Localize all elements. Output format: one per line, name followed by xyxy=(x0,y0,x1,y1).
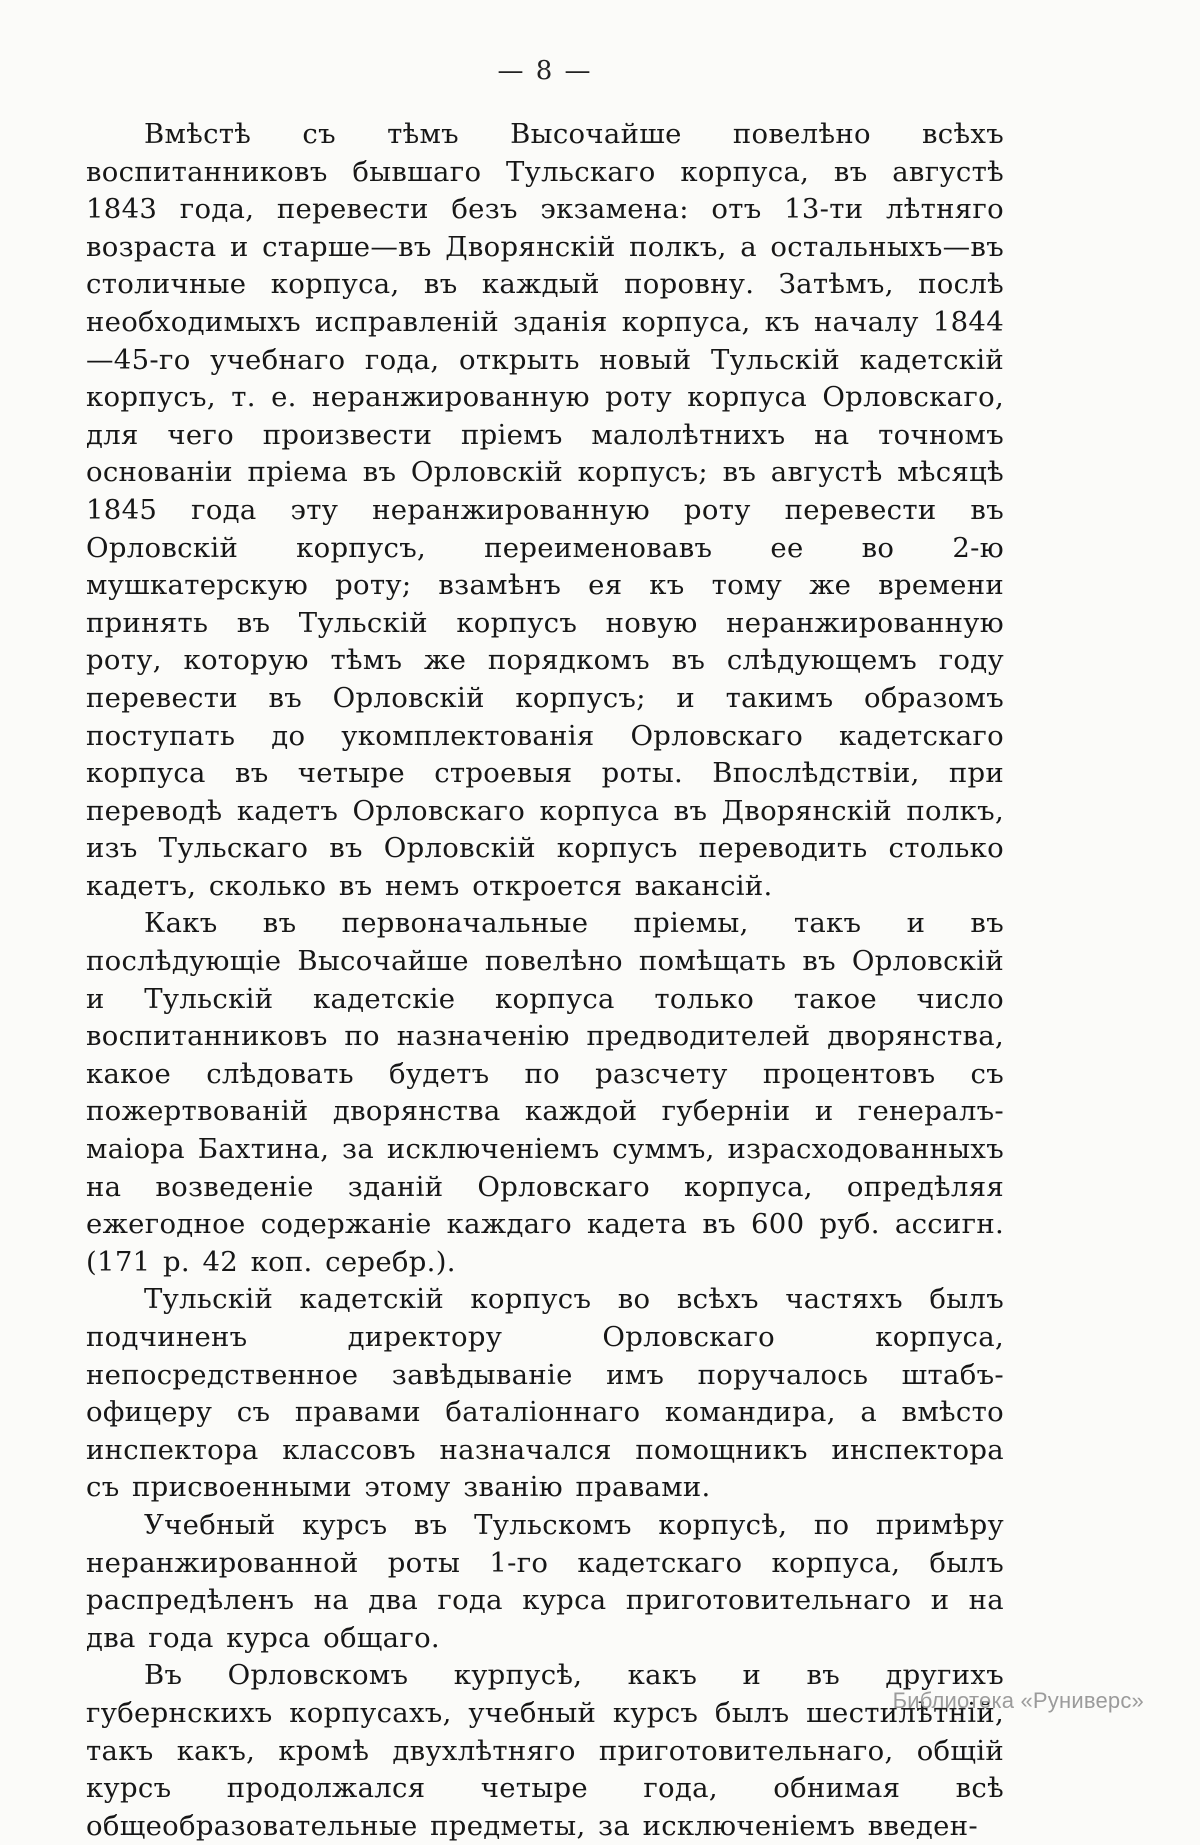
page-number: — 8 — xyxy=(497,56,593,86)
paragraph: Какъ въ первоначальные пріемы, такъ и въ послѣдующіе Высочайше повелѣно помѣщать въ Орловскій и Тульскій кадетскіе корпуса только такое число воспитанниковъ по назначенію предводителей дворянства, какое слѣдовать будетъ по разсчету процентовъ съ пожертвованій дворянства каждой губерніи и генералъ-маіора Бахтина, за исключеніемъ суммъ, израсходованныхъ на возведеніе зданій Орловскаго корпуса, опредѣляя ежегодное содержаніе каждаго кадета въ 600 руб. ассигн. (171 р. 42 коп. серебр.). xyxy=(86,907,1004,1278)
paragraph: Вмѣстѣ съ тѣмъ Высочайше повелѣно всѣхъ воспитанниковъ бывшаго Тульскаго корпуса, въ августѣ 1843 года, перевести безъ экзамена: отъ 13-ти лѣтняго возраста и старше—въ Дворянскій полкъ, а остальныхъ—въ столичные корпуса, въ каждый поровну. Затѣмъ, послѣ необходимыхъ исправленій зданія корпуса, къ началу 1844—45-го учебнаго года, открыть новый Тульскій кадетскій корпусъ, т. е. неранжированную роту корпуса Орловскаго, для чего произвести пріемъ малолѣтнихъ на точномъ основаніи пріема въ Орловскій корпусъ; въ августѣ мѣсяцѣ 1845 года эту неранжированную роту перевести въ Орловскій корпусъ, переименовавъ ее во 2-ю мушкатерскую роту; взамѣнъ ея къ тому же времени принять въ Тульскій корпусъ новую неранжированную роту, которую тѣмъ же порядкомъ въ слѣдующемъ году перевести въ Орловскій корпусъ; и такимъ образомъ поступать до укомплектованія Орловскаго кадетскаго корпуса въ четыре строевыя роты. Впослѣдствіи, при переводѣ кадетъ Орловскаго корпуса въ Дворянскій полкъ, изъ Тульскаго въ Орловскій корпусъ переводить столько кадетъ, сколько въ немъ откроется вакансій. xyxy=(86,118,1004,902)
page-body-text xyxy=(86,116,1004,1845)
paragraph: Тульскій кадетскій корпусъ во всѣхъ частяхъ былъ подчиненъ директору Орловскаго корпуса, непосредственное завѣдываніе имъ поручалось штабъ-офицеру съ правами баталіоннаго командира, а вмѣсто инспектора классовъ назначался помощникъ инспектора съ присвоенными этому званію правами. xyxy=(86,1283,1004,1504)
paragraph: Въ Орловскомъ курпусѣ, какъ и въ другихъ губернскихъ корпусахъ, учебный курсъ былъ шестилѣтній, такъ какъ, кромѣ двухлѣтняго приготовительнаго, общій курсъ продолжался четыре года, обнимая всѣ общеобразовательные предметы, за исключеніемъ введен- xyxy=(86,1659,1004,1842)
paragraph: Учебный курсъ въ Тульскомъ корпусѣ, по примѣру неранжированной роты 1-го кадетскаго корпуса, былъ распредѣленъ на два года курса приготовительнаго и на два года курса общаго. xyxy=(86,1508,1004,1654)
library-watermark: Библиотека «Руниверс» xyxy=(892,1688,1144,1713)
